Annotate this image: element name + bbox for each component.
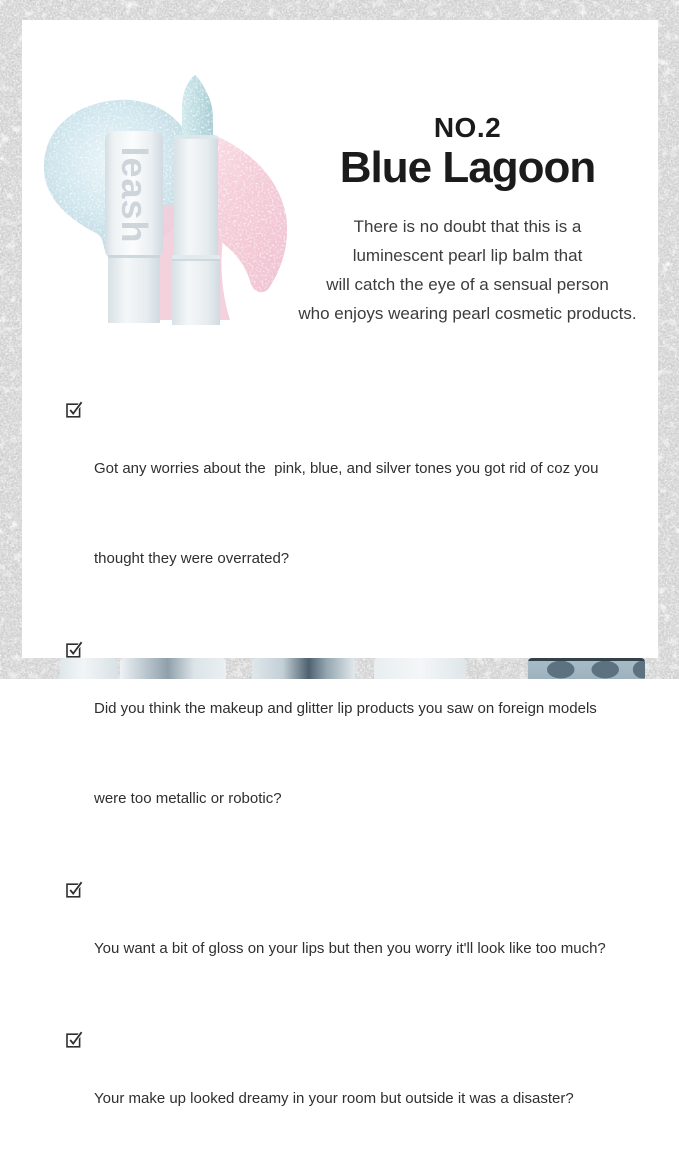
checklist-item-text: Got any worries about the pink, blue, and silver tones you got rid of coz you thought they were overrated?	[94, 460, 599, 567]
lip-balm-capped-tube	[105, 131, 163, 323]
product-name: Blue Lagoon	[339, 143, 596, 192]
concern-checklist	[66, 394, 641, 1174]
checklist-item-text: Your make up looked dreamy in your room but outside it was a disaster?	[94, 1090, 574, 1107]
description-line: luminescent pearl lip balm that	[352, 246, 583, 265]
product-cap	[60, 658, 118, 679]
checklist-item	[66, 1024, 641, 1174]
checklist-item-text: Did you think the makeup and glitter lip products you saw on foreign models were too metallic or robotic?	[94, 700, 597, 807]
checked-checkbox-icon	[66, 400, 83, 418]
title-block	[295, 112, 640, 191]
product-cap-row	[0, 658, 679, 679]
checked-checkbox-icon	[66, 880, 83, 898]
brand-logo-on-cap: leash	[114, 146, 155, 244]
product-cap	[252, 658, 355, 679]
checklist-item	[66, 874, 641, 1024]
lip-balm-open-tube	[172, 67, 220, 325]
product-cap	[374, 658, 466, 679]
description-line: will catch the eye of a sensual person	[326, 275, 609, 294]
checked-checkbox-icon	[66, 640, 83, 658]
product-description	[262, 212, 673, 328]
product-cap	[120, 658, 226, 679]
checked-checkbox-icon	[66, 1030, 83, 1048]
description-line: There is no doubt that this is a	[353, 217, 582, 236]
product-cap	[528, 658, 645, 679]
checklist-item	[66, 394, 641, 634]
checklist-item-text: You want a bit of gloss on your lips but then you worry it'll look like too much?	[94, 940, 606, 957]
product-number: NO.2	[433, 112, 502, 143]
description-line: who enjoys wearing pearl cosmetic products.	[298, 304, 637, 323]
